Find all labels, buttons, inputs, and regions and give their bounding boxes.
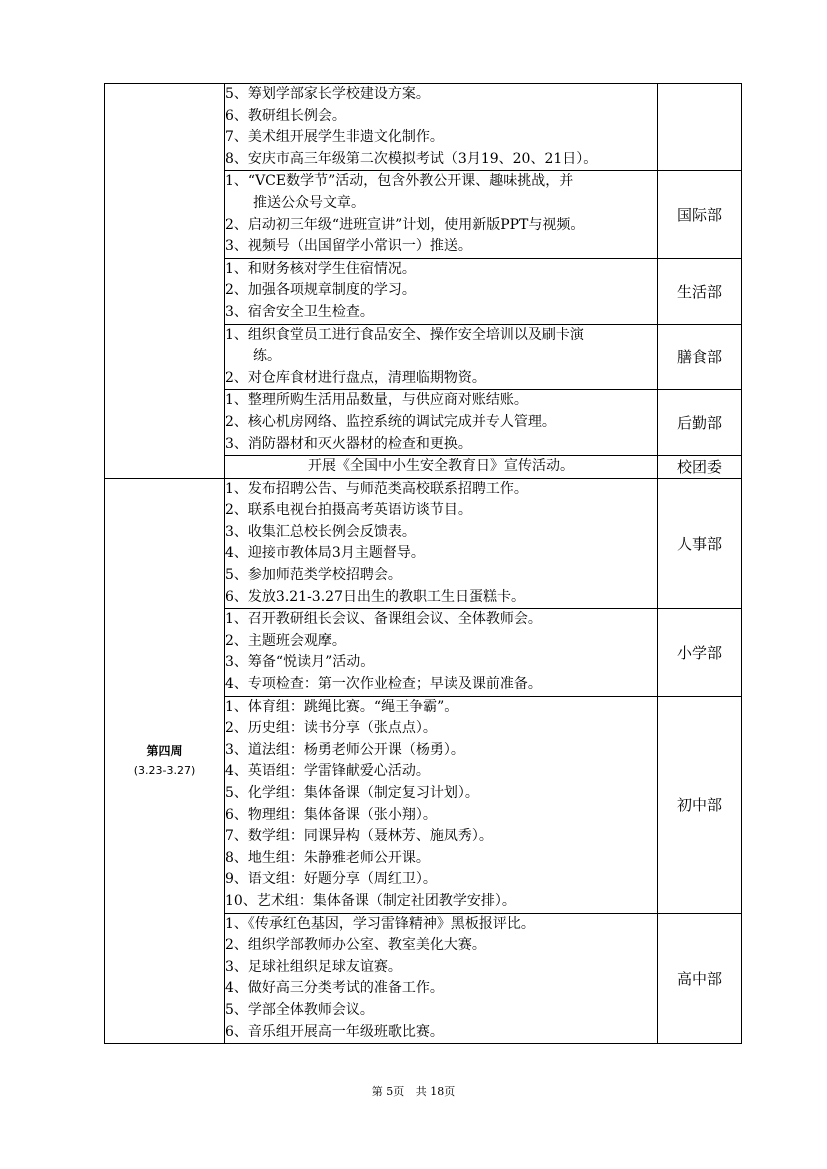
list-item: 3、视频号（出国留学小常识一）推送。 — [225, 238, 472, 255]
list-item: 5、参加师范类学校招聘会。 — [225, 567, 402, 584]
week-cell-empty — [105, 84, 225, 479]
list-item: 4、专项检查：第一次作业检查；早读及课前准备。 — [225, 676, 542, 693]
dept-content-cell — [225, 84, 658, 171]
list-item: 2、核心机房网络、监控系统的调试完成并专人管理。 — [225, 413, 556, 430]
list-item: 6、音乐组开展高一年级班歌比赛。 — [225, 1023, 444, 1040]
list-item: 3、宿舍安全卫生检查。 — [225, 303, 374, 320]
list-item: 9、语文组：好题分享（周红卫）。 — [225, 871, 437, 888]
dept-name-cell: 初中部 — [658, 696, 742, 913]
list-item: 3、道法组：杨勇老师公开课（杨勇）。 — [225, 741, 465, 758]
dept-name-cell: 后勤部 — [658, 390, 742, 456]
list-item: 1、体育组：跳绳比赛。“绳王争霸”。 — [225, 698, 459, 715]
list-item: 7、美术组开展学生非遗文化制作。 — [225, 129, 444, 146]
list-item: 5、筹划学部家长学校建设方案。 — [225, 86, 430, 102]
table-row — [105, 84, 742, 171]
list-item: 1、组织食堂员工进行食品安全、操作安全培训以及刷卡演 — [225, 326, 584, 343]
list-item: 3、足球社组织足球友谊赛。 — [225, 958, 402, 975]
list-item: 3、收集汇总校长例会反馈表。 — [225, 523, 416, 540]
list-item: 开展《全国中小生安全教育日》宣传活动。 — [308, 458, 574, 475]
list-item: 2、历史组：读书分享（张点点）。 — [225, 720, 437, 737]
list-item: 2、对仓库食材进行盘点，清理临期物资。 — [225, 369, 486, 386]
dept-name-cell: 膳食部 — [658, 324, 742, 390]
list-item: 6、教研组长例会。 — [225, 107, 346, 124]
page-total: 共 18页 — [415, 1085, 456, 1098]
dept-content-cell — [225, 390, 658, 456]
dept-content-cell — [225, 324, 658, 390]
table-row — [105, 478, 742, 609]
dept-name-cell — [658, 84, 742, 171]
list-item: 3、筹备“悦读月”活动。 — [225, 654, 375, 671]
list-item: 1、和财务核对学生住宿情况。 — [225, 260, 416, 277]
list-item: 4、迎接市教体局3月主题督导。 — [225, 545, 425, 562]
list-item: 1、“VCE数学节”活动，包含外教公开课、趣味挑战，并 — [225, 173, 574, 190]
week-cell — [105, 478, 225, 1043]
dept-name-cell: 高中部 — [658, 913, 742, 1044]
list-item: 2、联系电视台拍摄高考英语访谈节目。 — [225, 502, 472, 519]
page-number: 第 5页 — [371, 1085, 405, 1098]
list-item: 2、主题班会观摩。 — [225, 632, 346, 649]
list-item: 7、数学组：同课异构（聂林芳、施凤秀）。 — [225, 828, 493, 845]
dept-content-cell — [225, 456, 658, 479]
schedule-table — [104, 83, 742, 1044]
page-footer — [0, 1083, 827, 1099]
dept-name-cell: 生活部 — [658, 258, 742, 324]
list-item: 1、召开教研组长会议、备课组会议、全体教师会。 — [225, 611, 542, 628]
list-item: 4、英语组：学雷锋献爱心活动。 — [225, 763, 430, 780]
list-item: 2、组织学部教师办公室、教室美化大赛。 — [225, 937, 486, 954]
dept-name-cell: 小学部 — [658, 609, 742, 696]
dept-content-cell — [225, 258, 658, 324]
list-item: 1、整理所购生活用品数量，与供应商对账结账。 — [225, 392, 528, 409]
list-item: 推送公众号文章。 — [253, 194, 365, 211]
dept-name-cell: 人事部 — [658, 478, 742, 609]
list-item: 5、化学组：集体备课（制定复习计划）。 — [225, 785, 479, 801]
dept-name-cell: 校团委 — [658, 456, 742, 479]
list-item: 6、发放3.21-3.27日出生的教职工生日蛋糕卡。 — [225, 588, 525, 605]
dept-content-cell — [225, 913, 658, 1044]
dept-content-cell — [225, 609, 658, 696]
list-item: 4、做好高三分类考试的准备工作。 — [225, 980, 444, 997]
list-item: 10、艺术组：集体备课（制定社团教学安排）。 — [225, 892, 516, 909]
list-item: 2、启动初三年级“进班宣讲”计划，使用新版PPT与视频。 — [225, 216, 585, 233]
list-item: 2、加强各项规章制度的学习。 — [225, 282, 416, 299]
list-item: 1、发布招聘公告、与师范类高校联系招聘工作。 — [225, 480, 528, 497]
list-item: 1、《传承红色基因，学习雷锋精神》黑板报评比。 — [225, 915, 535, 932]
list-item: 5、学部全体教师会议。 — [225, 1001, 374, 1018]
list-item: 3、消防器材和灭火器材的检查和更换。 — [225, 435, 472, 452]
dept-name-cell: 国际部 — [658, 171, 742, 258]
dept-content-cell — [225, 171, 658, 258]
week-name: 第四周 — [146, 743, 183, 758]
dept-content-cell — [225, 478, 658, 609]
week-date-range: (3.23-3.27) — [133, 763, 196, 777]
list-item: 练。 — [253, 348, 281, 365]
list-item: 6、物理组：集体备课（张小翔）。 — [225, 806, 437, 823]
dept-content-cell — [225, 696, 658, 913]
list-item: 8、安庆市高三年级第二次模拟考试（3月19、20、21日）。 — [225, 150, 598, 167]
list-item: 8、地生组：朱静雅老师公开课。 — [225, 849, 430, 866]
